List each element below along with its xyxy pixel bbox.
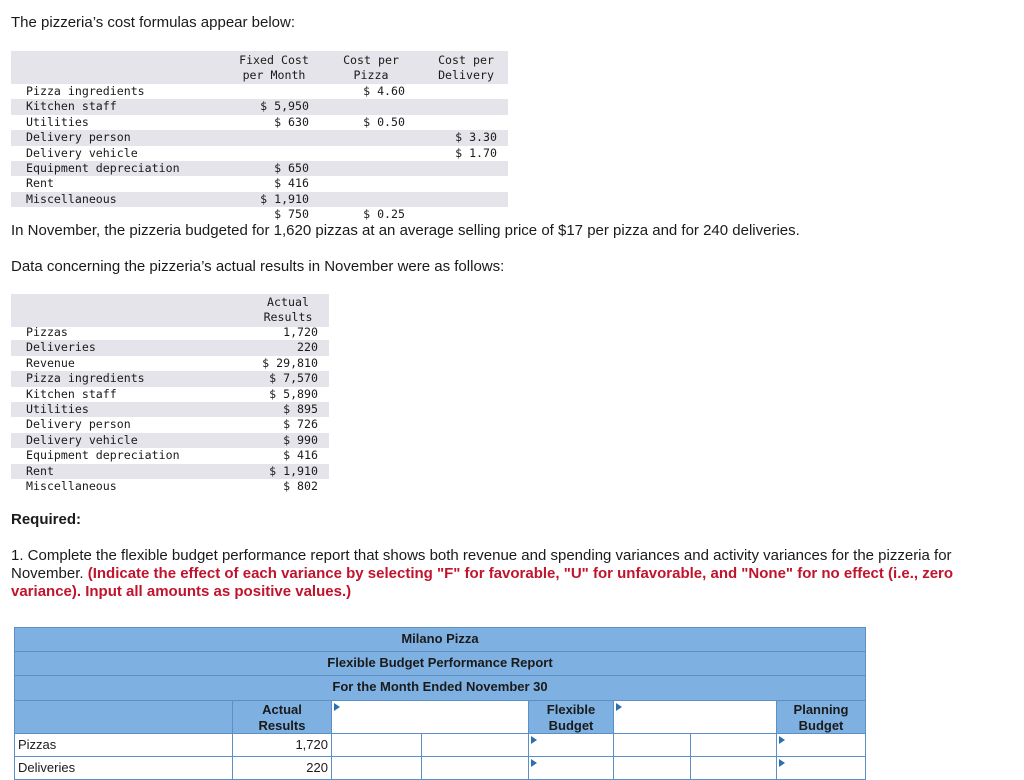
cost-table-row	[11, 115, 508, 130]
cost-row-label: Miscellaneous	[26, 191, 117, 206]
cost-table-row	[11, 84, 508, 99]
row-label-pizzas: Pizzas	[14, 733, 233, 757]
actual-row-value: $ 726	[283, 417, 318, 432]
variance-label-dropdown-2[interactable]	[613, 700, 777, 734]
actual-row-label: Equipment depreciation	[26, 448, 180, 463]
actual-row-value: 1,720	[283, 325, 318, 339]
cost-row-fixed: $ 630	[274, 114, 309, 129]
cost-table-row	[11, 192, 508, 207]
dropdown-arrow-icon	[531, 736, 537, 744]
required-instruction: (Indicate the effect of each variance by selecting "F" for favorable, "U" for unfavorable, and "None" for no effect (i.e., zero variance). Input all amounts as positive values.)	[11, 565, 954, 600]
actual-row-label: Utilities	[26, 402, 89, 416]
actual-row-value: $ 990	[283, 432, 318, 447]
cost-row-per-pizza: $ 0.50	[363, 114, 405, 129]
actual-row-label: Pizza ingredients	[26, 371, 145, 386]
actual-intro-text: Data concerning the pizzeria’s actual results in November were as follows:	[11, 258, 505, 275]
actual-row-label: Pizzas	[26, 325, 68, 339]
report-title: Flexible Budget Performance Report	[14, 651, 866, 676]
input-activity-deliveries-2[interactable]	[613, 756, 691, 780]
actual-row-value: $ 416	[283, 448, 318, 463]
actual-table-row	[11, 464, 329, 479]
input-effect-deliveries-1[interactable]	[421, 756, 529, 780]
row-actual-pizzas: 1,720	[232, 733, 332, 757]
input-planning-deliveries[interactable]	[776, 756, 866, 780]
actual-row-label: Rent	[26, 463, 54, 478]
input-activity-deliveries-1[interactable]	[331, 756, 422, 780]
actual-row-value: $ 802	[283, 479, 318, 493]
dropdown-arrow-icon	[616, 703, 622, 711]
dropdown-arrow-icon	[779, 759, 785, 767]
intro-text: The pizzeria’s cost formulas appear below:	[11, 14, 296, 31]
actual-row-label: Miscellaneous	[26, 479, 117, 493]
cost-table-row	[11, 176, 508, 191]
cost-row-fixed: $ 750	[274, 207, 309, 222]
actual-row-label: Kitchen staff	[26, 386, 117, 401]
required-text	[11, 547, 1001, 601]
actual-table-row	[11, 371, 329, 386]
budget-text: In November, the pizzeria budgeted for 1,620 pizzas at an average selling price of $17 per pizza and for 240 deliveries.	[11, 222, 800, 239]
cost-table-row	[11, 207, 508, 222]
cost-row-label: Delivery person	[26, 130, 131, 145]
input-effect-deliveries-2[interactable]	[690, 756, 777, 780]
actual-row-label: Revenue	[26, 355, 75, 370]
actual-table-row	[11, 417, 329, 432]
header-cost-per-delivery: Cost per Delivery	[438, 53, 494, 82]
actual-row-value: 220	[297, 340, 318, 355]
cost-row-label: Delivery vehicle	[26, 145, 138, 160]
header-fixed-cost: Fixed Cost per Month	[239, 53, 309, 82]
cost-row-fixed: $ 1,910	[260, 191, 309, 206]
actual-table-row	[11, 433, 329, 448]
cost-row-label: Rent	[26, 176, 54, 191]
dropdown-arrow-icon	[779, 736, 785, 744]
cost-row-per-pizza: $ 0.25	[363, 207, 405, 222]
actual-row-value: $ 29,810	[262, 355, 318, 370]
actual-row-value: $ 895	[283, 402, 318, 416]
actual-row-value: $ 5,890	[269, 386, 318, 401]
cost-row-label: Kitchen staff	[26, 99, 117, 114]
input-flexible-pizzas[interactable]	[528, 733, 614, 757]
actual-table-row	[11, 387, 329, 402]
actual-row-value: $ 7,570	[269, 371, 318, 386]
row-actual-deliveries: 220	[232, 756, 332, 780]
input-planning-pizzas[interactable]	[776, 733, 866, 757]
header-planning-budget-col: Planning Budget	[776, 700, 866, 734]
actual-table-row	[11, 325, 329, 340]
report-label-header	[14, 700, 233, 734]
cost-row-per-delivery: $ 3.30	[455, 130, 497, 145]
input-effect-pizzas-1[interactable]	[421, 733, 529, 757]
cost-row-fixed: $ 5,950	[260, 99, 309, 114]
input-activity-pizzas-2[interactable]	[613, 733, 691, 757]
actual-row-label: Delivery vehicle	[26, 432, 138, 447]
actual-row-label: Deliveries	[26, 340, 96, 355]
cost-row-fixed: $ 650	[274, 161, 309, 175]
actual-table-row	[11, 448, 329, 463]
cost-table-row	[11, 99, 508, 114]
input-flexible-deliveries[interactable]	[528, 756, 614, 780]
actual-table-row	[11, 402, 329, 417]
header-cost-per-pizza: Cost per Pizza	[343, 53, 399, 82]
dropdown-arrow-icon	[531, 759, 537, 767]
cost-row-label: Utilities	[26, 114, 89, 129]
actual-table-row	[11, 356, 329, 371]
input-effect-pizzas-2[interactable]	[690, 733, 777, 757]
actual-row-label: Delivery person	[26, 417, 131, 432]
header-flexible-budget-col: Flexible Budget	[528, 700, 614, 734]
cost-row-label: Pizza ingredients	[26, 84, 145, 98]
cost-table-row	[11, 130, 508, 145]
cost-row-per-pizza: $ 4.60	[363, 84, 405, 98]
report-company: Milano Pizza	[14, 627, 866, 652]
actual-row-value: $ 1,910	[269, 463, 318, 478]
cost-table-row	[11, 146, 508, 161]
row-label-deliveries: Deliveries	[14, 756, 233, 780]
cost-row-fixed: $ 416	[274, 176, 309, 191]
required-title: Required:	[11, 511, 82, 528]
cost-row-label: Equipment depreciation	[26, 161, 180, 175]
variance-label-dropdown-1[interactable]	[331, 700, 529, 734]
cost-table-row	[11, 161, 508, 176]
cost-row-per-delivery: $ 1.70	[455, 145, 497, 160]
actual-table-row	[11, 479, 329, 494]
header-actual-results-col: Actual Results	[232, 700, 332, 734]
header-actual-results: Actual Results	[263, 295, 313, 324]
dropdown-arrow-icon	[334, 703, 340, 711]
actual-table-row	[11, 340, 329, 355]
report-period: For the Month Ended November 30	[14, 675, 866, 701]
required-body: 1. Complete the flexible budget performance report that shows both revenue and spending variances and activity variances for the pizzeria for November.	[11, 547, 952, 582]
input-activity-pizzas-1[interactable]	[331, 733, 422, 757]
